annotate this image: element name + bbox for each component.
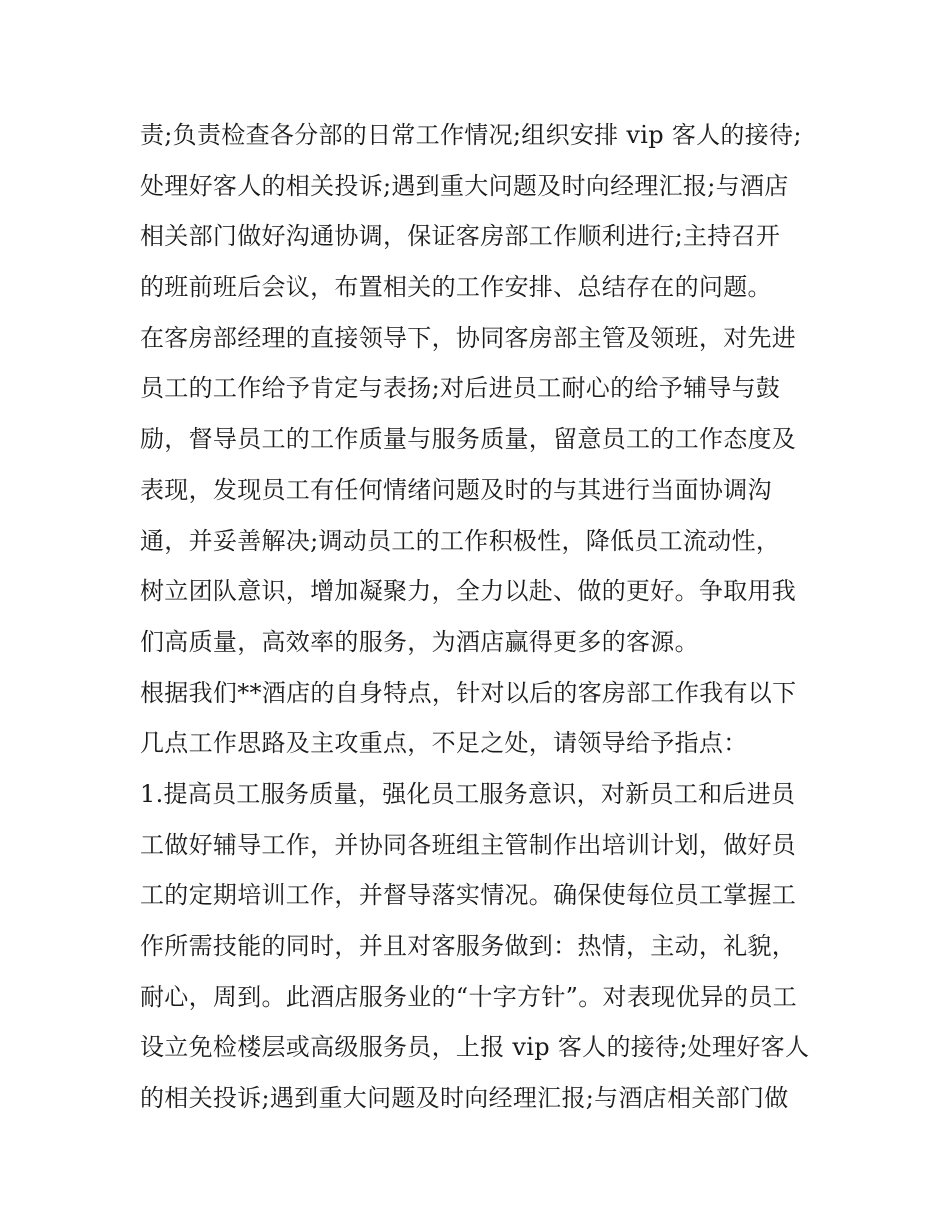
text-line-3: 相关部门做好沟通协调，保证客房部工作顺利进行;主持召开: [140, 222, 781, 251]
text-line-8: 表现，发现员工有任何情绪问题及时的与其进行当面协调沟: [140, 475, 772, 504]
text-line-13: 几点工作思路及主攻重点，不足之处，请领导给予指点：: [140, 729, 748, 758]
text-line-4: 的班前班后会议，布置相关的工作安排、总结存在的问题。: [140, 273, 772, 302]
text-line-7: 励，督导员工的工作质量与服务质量，留意员工的工作态度及: [140, 425, 797, 454]
text-line-12: 根据我们**酒店的自身特点，针对以后的客房部工作我有以下: [140, 678, 797, 707]
text-line-10: 树立团队意识，增加凝聚力，全力以赴、做的更好。争取用我: [140, 577, 797, 606]
document-body-text: [140, 110, 830, 1124]
text-line-19: 设立免检楼层或高级服务员，上报 vip 客人的接待;处理好客人: [140, 1033, 810, 1062]
text-line-14: 1.提高员工服务质量，强化员工服务意识，对新员工和后进员: [140, 779, 796, 808]
text-line-16: 工的定期培训工作，并督导落实情况。确保使每位员工掌握工: [140, 881, 797, 910]
text-line-11: 们高质量，高效率的服务，为酒店赢得更多的客源。: [140, 627, 699, 656]
text-line-9: 通，并妥善解决;调动员工的工作积极性，降低员工流动性，: [140, 526, 781, 555]
text-line-15: 工做好辅导工作，并协同各班组主管制作出培训计划，做好员: [140, 830, 797, 859]
text-line-5: 在客房部经理的直接领导下，协同客房部主管及领班，对先进: [140, 323, 797, 352]
text-line-18: 耐心，周到。此酒店服务业的“十字方针”。对表现优异的员工: [140, 982, 797, 1011]
text-line-1: 责;负责检查各分部的日常工作情况;组织安排 vip 客人的接待;: [140, 121, 802, 149]
text-line-20: 的相关投诉;遇到重大问题及时向经理汇报;与酒店相关部门做: [140, 1084, 789, 1113]
text-line-6: 员工的工作给予肯定与表扬;对后进员工耐心的给予辅导与鼓: [140, 374, 781, 403]
text-line-2: 处理好客人的相关投诉;遇到重大问题及时向经理汇报;与酒店: [140, 171, 789, 200]
text-line-17: 作所需技能的同时，并且对客服务做到：热情，主动，礼貌，: [140, 932, 797, 960]
